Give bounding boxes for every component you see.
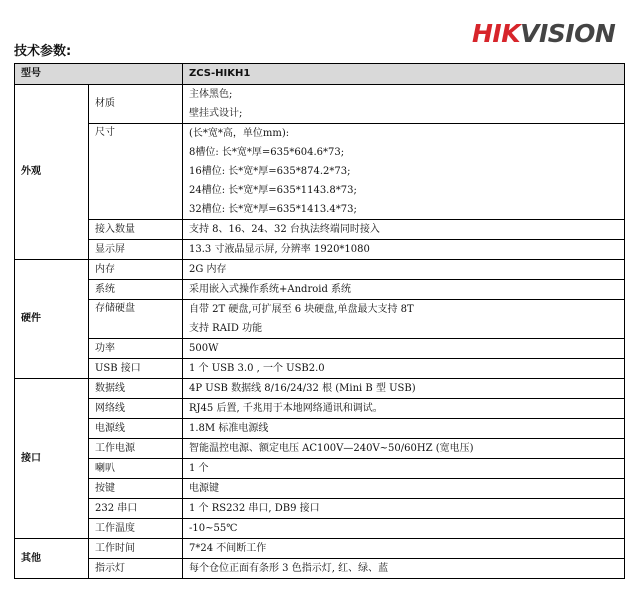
row-key: 数据线 <box>89 379 183 399</box>
group-other: 其他 <box>15 539 89 579</box>
row-key: 232 串口 <box>89 499 183 519</box>
row-value: 采用嵌入式操作系统+Android 系统 <box>183 280 625 300</box>
table-row <box>15 519 625 539</box>
row-value: 500W <box>183 339 625 359</box>
group-interface: 接口 <box>15 379 89 539</box>
table-row <box>15 359 625 379</box>
table-row <box>15 339 625 359</box>
group-appearance: 外观 <box>15 85 89 260</box>
row-key: 工作温度 <box>89 519 183 539</box>
table-row <box>15 280 625 300</box>
row-key: 网络线 <box>89 399 183 419</box>
table-row <box>15 85 625 124</box>
table-row <box>15 124 625 220</box>
table-row <box>15 220 625 240</box>
model-label: 型号 <box>15 64 183 85</box>
row-key: USB 接口 <box>89 359 183 379</box>
table-row <box>15 379 625 399</box>
row-key: 系统 <box>89 280 183 300</box>
row-key: 材质 <box>89 85 183 124</box>
table-row <box>15 260 625 280</box>
row-value: 1 个 USB 3.0 , 一个 USB2.0 <box>183 359 625 379</box>
row-key: 存储硬盘 <box>89 300 183 339</box>
group-hardware: 硬件 <box>15 260 89 379</box>
spec-table <box>14 63 625 579</box>
row-value: 自带 2T 硬盘,可扩展至 6 块硬盘,单盘最大支持 8T 支持 RAID 功能 <box>183 300 625 339</box>
table-row <box>15 539 625 559</box>
page-title: 技术参数: <box>14 44 72 59</box>
row-key: 工作时间 <box>89 539 183 559</box>
row-value: 1 个 RS232 串口, DB9 接口 <box>183 499 625 519</box>
table-row <box>15 559 625 579</box>
row-value: 每个仓位正面有条形 3 色指示灯, 红、绿、蓝 <box>183 559 625 579</box>
table-row <box>15 459 625 479</box>
row-value: 1 个 <box>183 459 625 479</box>
row-value: 13.3 寸液晶显示屏, 分辨率 1920*1080 <box>183 240 625 260</box>
row-value: (长*宽*高，单位mm): 8槽位: 长*宽*厚=635*604.6*73; 16槽位: 长*宽*厚=635*874.2*73; 24槽位: 长*宽*厚=635*1143.8*73; 32槽位: 长*宽*厚=635*1413.4*73; <box>183 124 625 220</box>
table-row <box>15 499 625 519</box>
row-key: 接入数量 <box>89 220 183 240</box>
row-value: 1.8M 标准电源线 <box>183 419 625 439</box>
hikvision-logo: HIKVISION <box>472 19 616 48</box>
table-row <box>15 399 625 419</box>
row-value: 7*24 不间断工作 <box>183 539 625 559</box>
row-key: 喇叭 <box>89 459 183 479</box>
model-value: ZCS-HIKH1 <box>183 64 625 85</box>
table-row <box>15 439 625 459</box>
row-key: 功率 <box>89 339 183 359</box>
row-value: 智能温控电源、额定电压 AC100V—240V~50/60HZ (宽电压) <box>183 439 625 459</box>
row-key: 指示灯 <box>89 559 183 579</box>
table-row <box>15 419 625 439</box>
row-value: 电源键 <box>183 479 625 499</box>
row-value: 主体黑色; 壁挂式设计; <box>183 85 625 124</box>
row-value: 4P USB 数据线 8/16/24/32 根 (Mini B 型 USB) <box>183 379 625 399</box>
row-key: 内存 <box>89 260 183 280</box>
table-header-row <box>15 64 625 85</box>
row-value: -10~55℃ <box>183 519 625 539</box>
row-value: 支持 8、16、24、32 台执法终端同时接入 <box>183 220 625 240</box>
table-row <box>15 300 625 339</box>
table-row <box>15 479 625 499</box>
row-key: 按键 <box>89 479 183 499</box>
row-key: 工作电源 <box>89 439 183 459</box>
row-value: 2G 内存 <box>183 260 625 280</box>
row-value: RJ45 后置, 千兆用于本地网络通讯和调试。 <box>183 399 625 419</box>
row-key: 电源线 <box>89 419 183 439</box>
row-key: 显示屏 <box>89 240 183 260</box>
row-key: 尺寸 <box>89 124 183 220</box>
table-row <box>15 240 625 260</box>
